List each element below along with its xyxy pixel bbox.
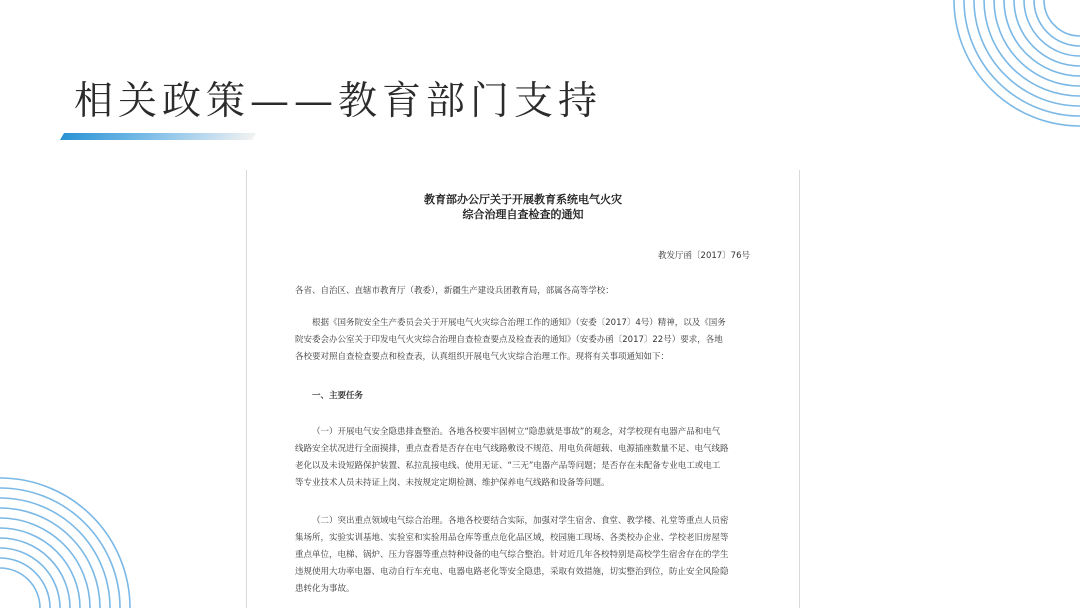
paragraph-line: 患转化为事故。: [295, 584, 355, 594]
intro-paragraph: [295, 315, 749, 366]
document-number: 教发厅函〔2017〕76号: [658, 251, 750, 261]
item-2-paragraph: [295, 513, 749, 598]
section-heading: [295, 388, 749, 405]
paragraph-line: 各校要对照自查检查要点和检查表，认真组织开展电气火灾综合治理工作。现将有关事项通知如下：: [295, 352, 670, 362]
document-title-line: 教育部办公厅关于开展教育系统电气火灾: [424, 193, 622, 206]
paragraph-line: （一）开展电气安全隐患排查整治。各地各校要牢固树立“隐患就是事故”的观念，对学校现有电器产品和电气: [312, 427, 721, 437]
paragraph-line: 等专业技术人员未持证上岗、未按规定定期检测、维护保养电气线路和设备等问题。: [295, 478, 610, 488]
paragraph-line: 根据《国务院安全生产委员会关于开展电气火灾综合治理工作的通知》（安委〔2017〕4号）精神，以及《国务: [312, 318, 726, 328]
addressee: [295, 283, 749, 300]
decorative-arcs-bottom-left: [0, 468, 150, 608]
title-accent-bar: [60, 133, 256, 140]
paragraph-line: 重点单位，电梯、锅炉、压力容器等重点特种设备的电气综合整治。针对近几年各校特别是高校学生宿舍存在的学生: [295, 550, 729, 560]
document-title-line: 综合治理自查检查的通知: [462, 208, 584, 221]
paragraph-line: （二）突出重点领域电气综合治理。各地各校要结合实际，加强对学生宿舍、食堂、教学楼、礼堂等重点人员密: [312, 516, 729, 526]
paragraph-line: 违规使用大功率电器、电动自行车充电、电器电路老化等安全隐患，采取有效措施，切实整治到位，防止安全风险隐: [295, 567, 729, 577]
addressee-line: 各省、自治区、直辖市教育厅（教委），新疆生产建设兵团教育局，部属各高等学校：: [295, 286, 614, 296]
slide-title: 相关政策——教育部门支持: [74, 79, 603, 124]
decorative-arcs-top-right: [940, 0, 1080, 140]
paragraph-line: 线路安全状况进行全面摸排，重点查看是否存在电气线路敷设不规范、用电负荷超载、电源插座数量不足、电气线路: [295, 444, 729, 454]
document-title: [247, 192, 799, 222]
document-page: [246, 170, 800, 608]
paragraph-line: 老化以及未设短路保护装置、私拉乱接电线、使用无证、“三无”电器产品等问题；是否存在未配备专业电工或电工: [295, 461, 721, 471]
paragraph-line: 院安委会办公室关于印发电气火灾综合治理自查检查要点及检查表的通知》（安委办函〔2017〕22号）要求，各地: [295, 335, 723, 345]
paragraph-line: 集场所，实验实训基地、实验室和实验用品仓库等重点危化品区域，校园施工现场、各类校办企业、学校老旧房屋等: [295, 533, 729, 543]
item-1-paragraph: [295, 424, 749, 492]
section-heading-text: 一、主要任务: [312, 391, 364, 401]
